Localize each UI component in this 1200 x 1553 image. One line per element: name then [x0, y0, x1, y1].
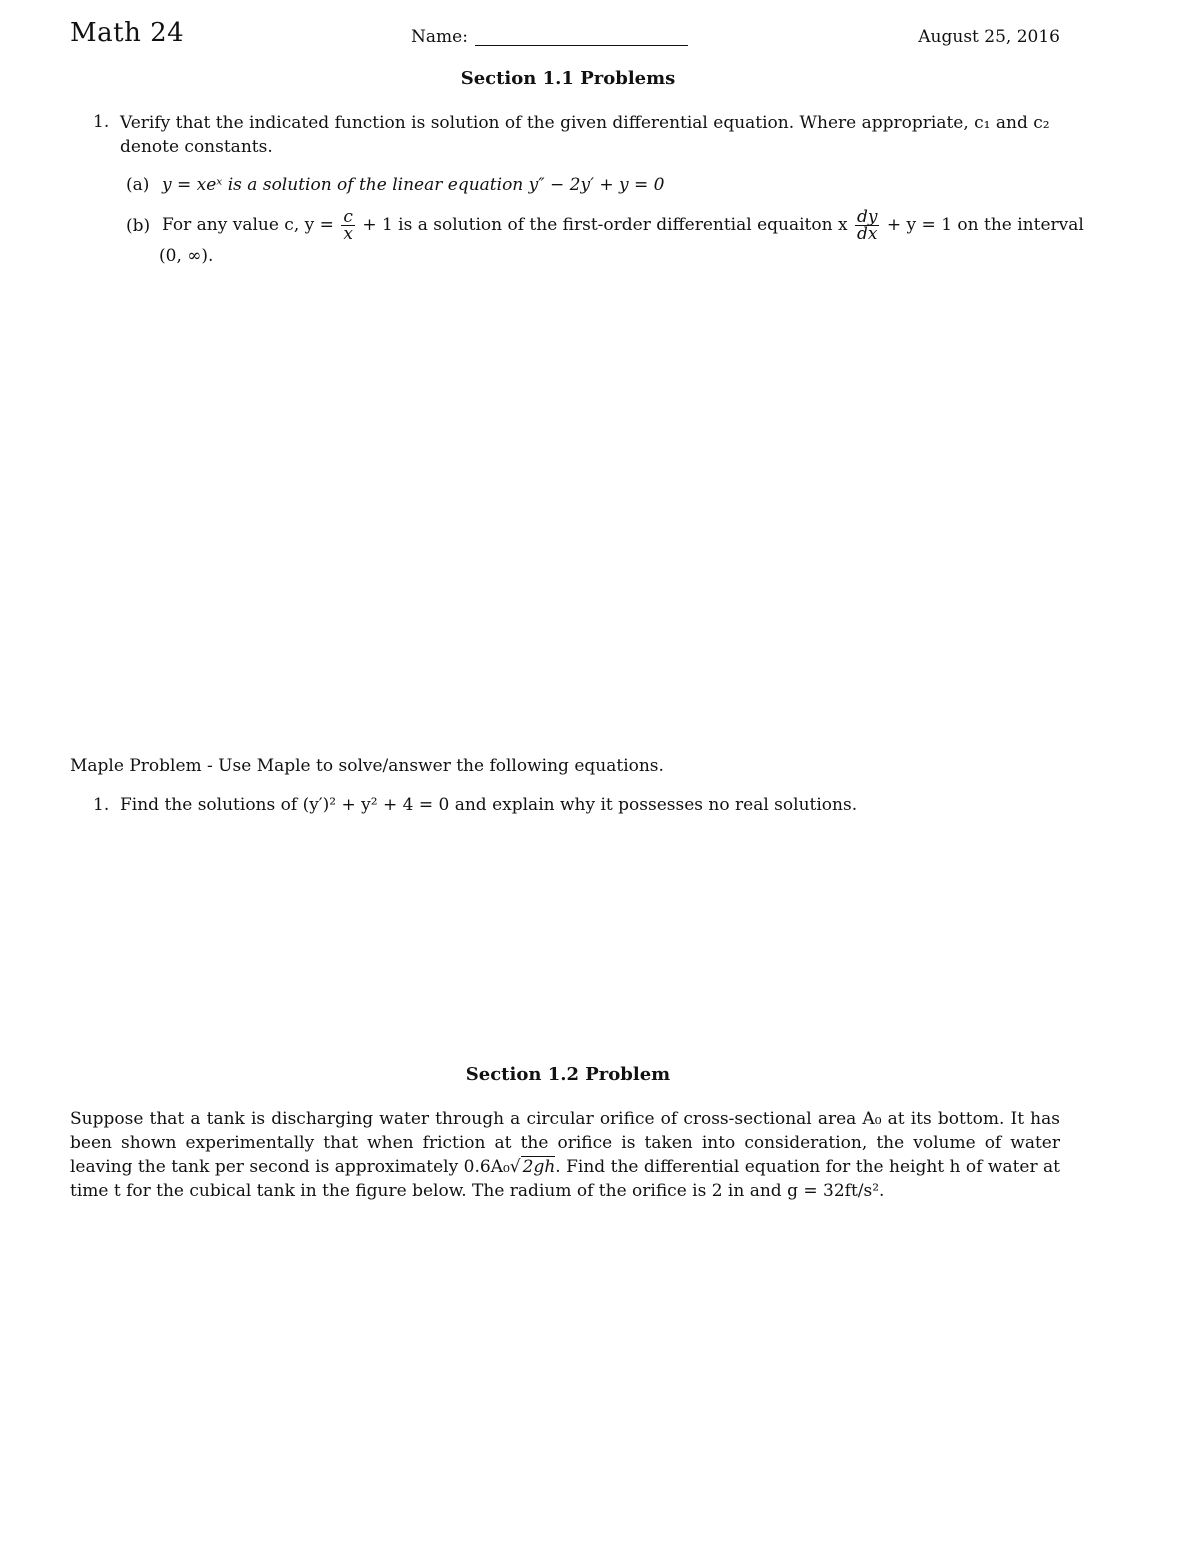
fraction-denominator: x: [343, 224, 353, 244]
section-1-2-heading: Section 1.2 Problem: [465, 1064, 671, 1085]
part-b-mid: + 1 is a solution of the first-order differential equaiton x: [362, 215, 848, 235]
course-title: Math 24: [70, 18, 185, 48]
sqrt-sign: √: [509, 1157, 521, 1177]
problem-1-text: Verify that the indicated function is solution of the given differential equation. Where appropriate, c₁ and c₂ denote constants.: [120, 113, 1050, 157]
section-1-2-paragraph: [70, 1107, 1060, 1203]
fraction-dy-dx: [855, 209, 880, 242]
fraction-numerator: c: [341, 209, 355, 226]
section-1-1-heading: Section 1.1 Problems: [460, 68, 676, 89]
maple-intro: Maple Problem - Use Maple to solve/answer the following equations.: [70, 756, 664, 776]
paragraph-part-1: Suppose that a tank is discharging water through a circular orifice of cross-sectional area A₀ at its bottom. It has been shown experimentally that when friction at the orifice is taken into consideration, the volume of water leaving the tank per second is approximately 0.6A₀: [70, 1109, 1060, 1177]
part-b-interval: (0, ∞).: [159, 246, 214, 266]
sqrt-radicand: 2gh: [522, 1157, 556, 1177]
part-b-intro: For any value c, y =: [162, 215, 334, 235]
fraction-c-over-x: [341, 209, 355, 242]
part-b-label: (b): [126, 216, 151, 236]
name-label: Name:: [411, 27, 468, 47]
part-a-label: (a): [126, 175, 150, 195]
problem-1-number: 1.: [93, 112, 110, 132]
fraction-denominator: dx: [856, 224, 878, 244]
maple-problem-text: Find the solutions of (y′)² + y² + 4 = 0 and explain why it possesses no real solutions.: [120, 795, 858, 815]
part-a-text: y = xeˣ is a solution of the linear equation y″ − 2y′ + y = 0: [162, 175, 665, 195]
maple-problem-number: 1.: [93, 795, 110, 815]
fraction-numerator: dy: [856, 207, 878, 227]
name-blank-line: [475, 45, 688, 46]
date: August 25, 2016: [918, 27, 1060, 47]
part-b-line: [162, 203, 1084, 247]
part-b-tail: + y = 1 on the interval: [886, 215, 1084, 235]
paragraph-part-2: . Find the differential equation for the height h of water at time t for the cubical tank in the figure below. The radium of the orifice is 2 in and g = 32ft/s².: [70, 1157, 1060, 1201]
